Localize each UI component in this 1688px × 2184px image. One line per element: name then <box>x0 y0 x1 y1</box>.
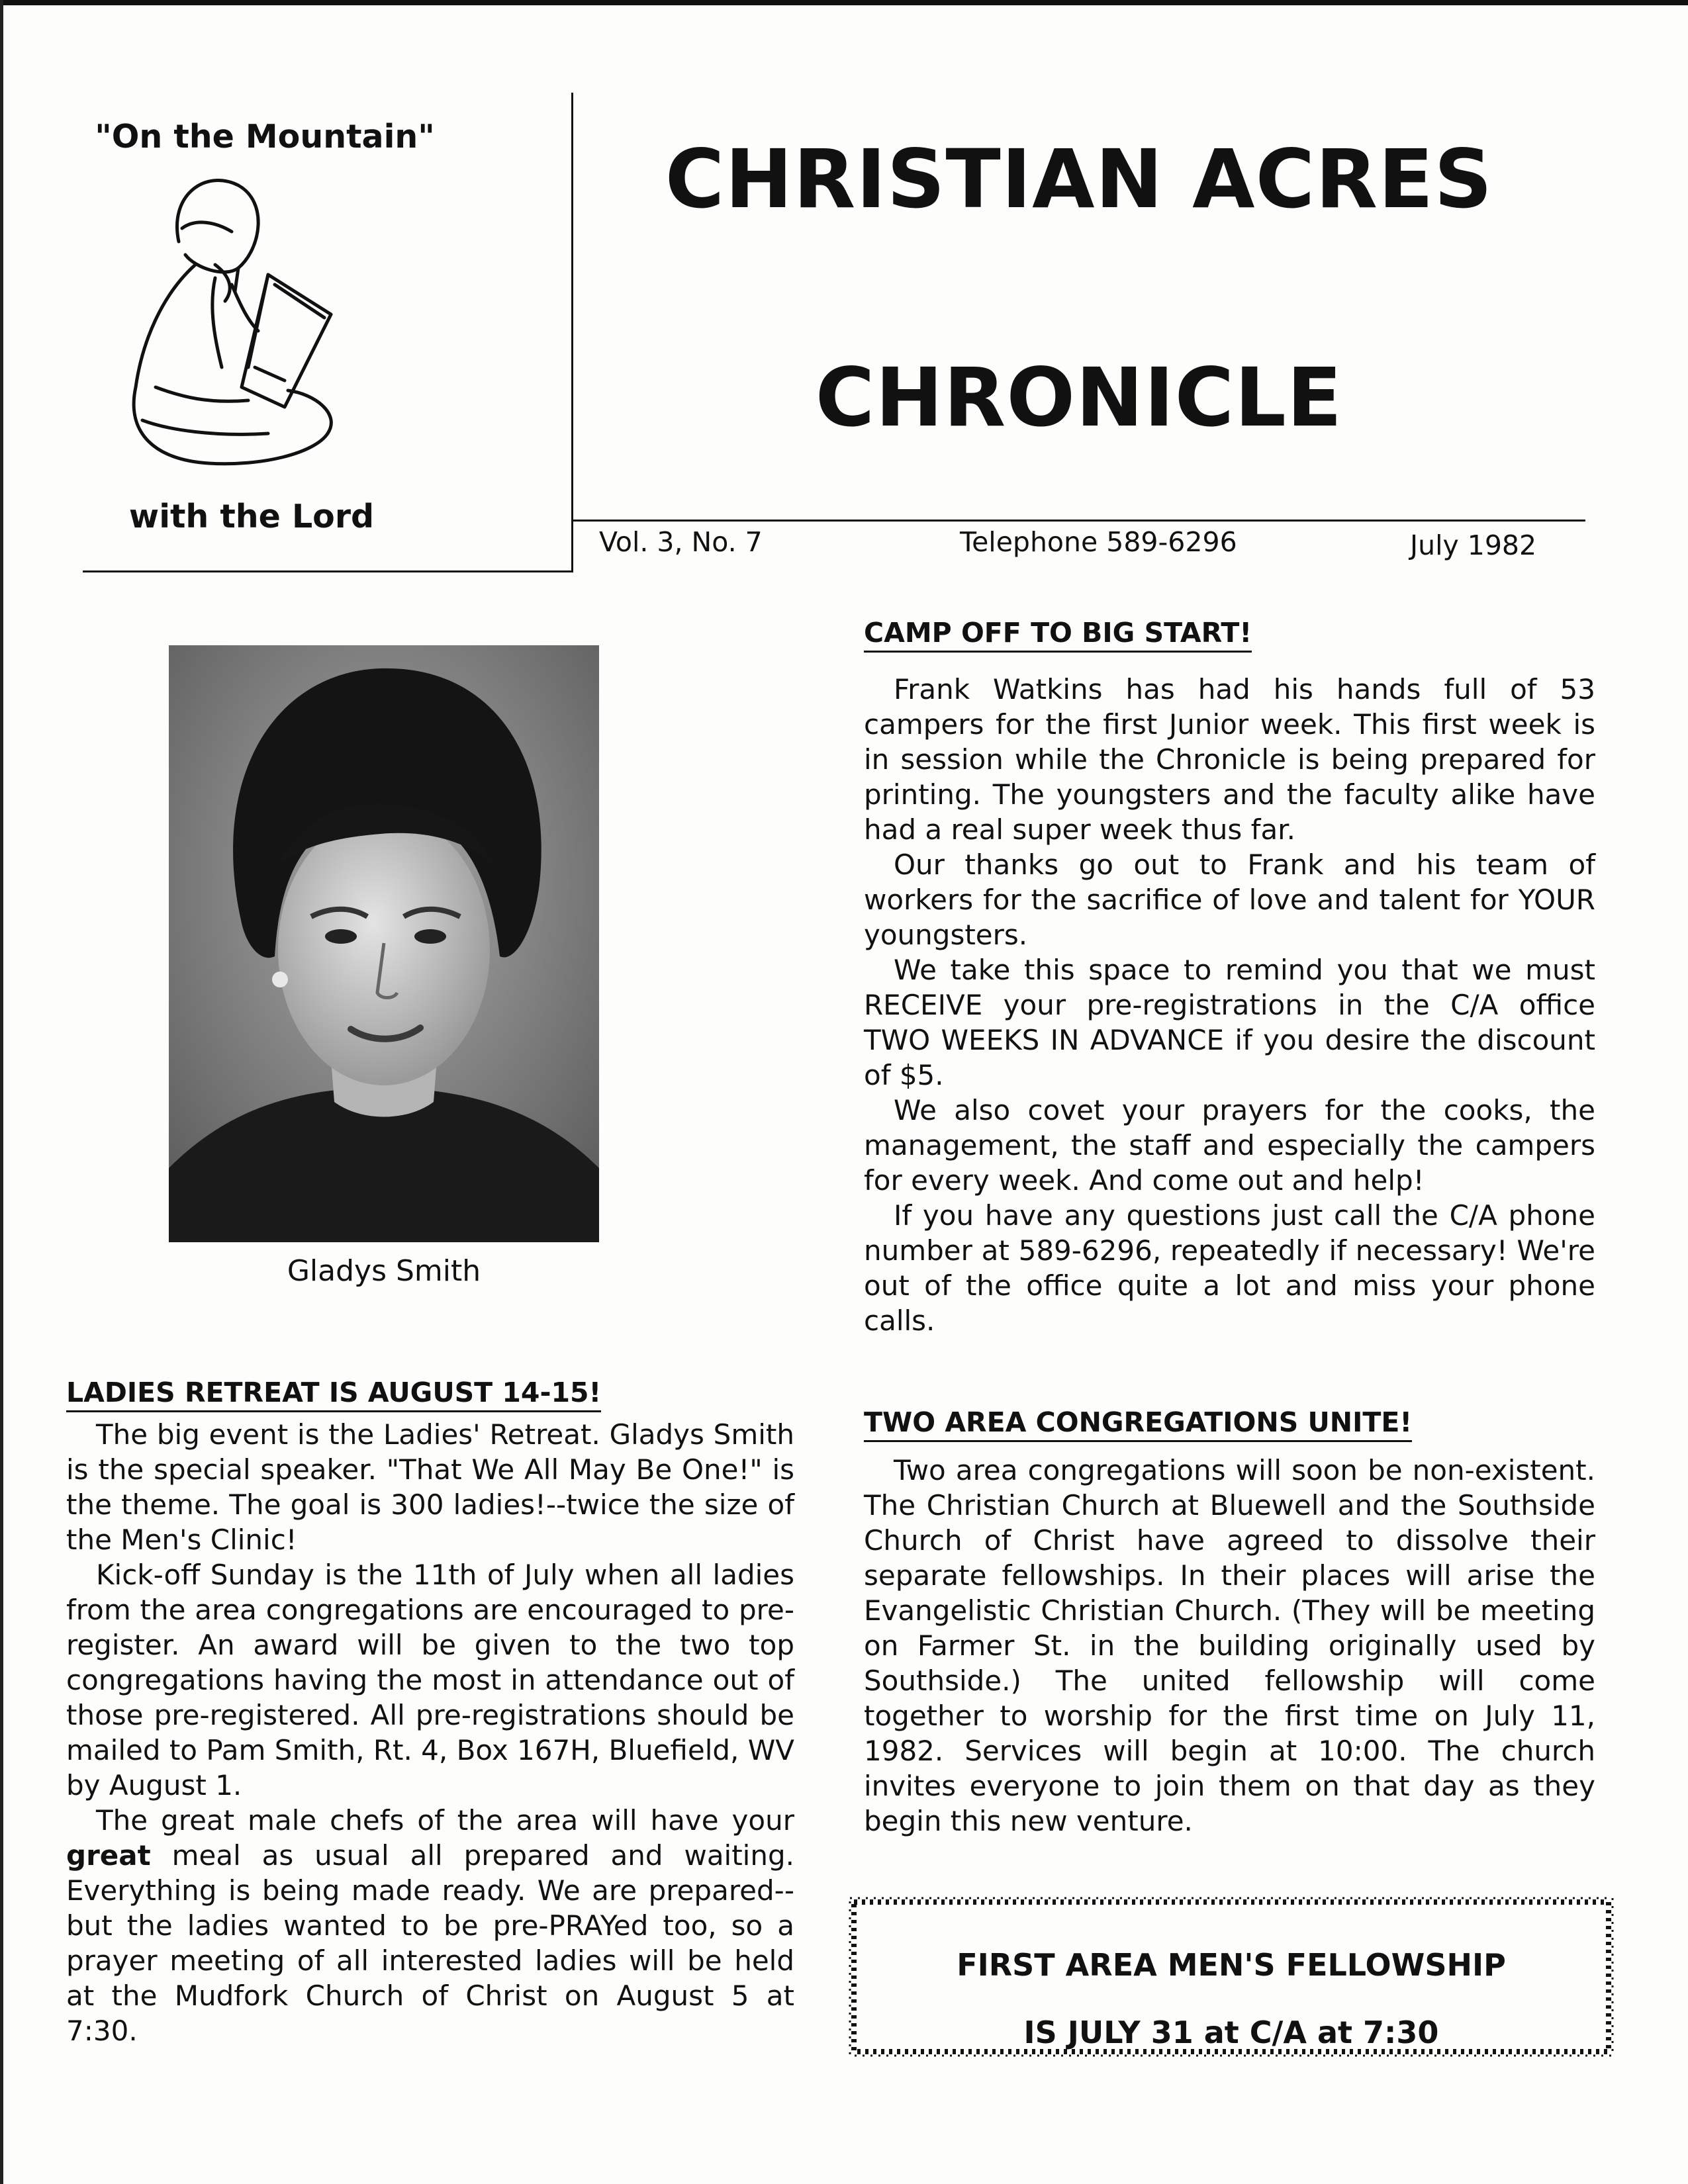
congregations-paragraph-1: Two area congregations will soon be non-existent. The Christian Church at Bluewell and the Southside Church of Christ have agreed to dissolve their separate fellowships. In their places will arise the Evangelistic Christian Church. (They will be meeting on Farmer St. in the building originally used by Southside.) The united fellowship will come together to worship for the first time on July 11, 1982. Services will begin at 10:00. The church invites everyone to join them on that day as they begin this new venture. <box>864 1454 1595 1837</box>
top-border <box>0 0 1688 5</box>
portrait-photo <box>169 645 599 1242</box>
photo-caption: Gladys Smith <box>287 1254 481 1288</box>
camp-article <box>864 672 1595 1338</box>
ladies-paragraph-3-end: meal as usual all prepared and waiting. Everything is being made ready. We are prepared--but the ladies wanted to be pre-PRAYed too, so a prayer meeting of all interested ladies will be held at the Mudfork Church of Christ on August 5 at 7:30. <box>66 1839 794 2047</box>
ladies-paragraph-2: Kick-off Sunday is the 11th of July when all ladies from the area congregations are encouraged to pre-register. An award will be given to the two top congregations having the most in attendance out of those pre-registered. All pre-registrations should be mailed to Pam Smith, Rt. 4, Box 167H, Bluefield, WV by August 1. <box>66 1559 794 1801</box>
camp-paragraph-4: We also covet your prayers for the cooks, the management, the staff and especially the campers for every week. And come out and help! <box>864 1094 1595 1197</box>
telephone: Telephone 589-6296 <box>960 526 1237 558</box>
announcement-box <box>847 1894 1615 2060</box>
masthead-divider <box>571 93 573 572</box>
emphasis-great: great <box>66 1839 151 1872</box>
ladies-retreat-article <box>66 1417 794 2048</box>
camp-paragraph-1: Frank Watkins has had his hands full of 53 campers for the first Junior week. This first week is in session while the Chronicle is being prepared for printing. The youngsters and the faculty alike have had a real super week thus far. <box>864 673 1595 846</box>
volume-number: Vol. 3, No. 7 <box>599 526 763 558</box>
ladies-paragraph-3 <box>66 1803 794 2048</box>
camp-paragraph-2: Our thanks go out to Frank and his team of workers for the sacrifice of love and talent for YOUR youngsters. <box>864 848 1595 951</box>
masthead-subtitle: CHRONICLE <box>815 351 1343 445</box>
issue-date: July 1982 <box>1410 529 1537 561</box>
ladies-retreat-headline <box>66 1377 794 1408</box>
masthead-rule-left <box>83 570 573 572</box>
camp-headline-text: CAMP OFF TO BIG START! <box>864 617 1252 653</box>
camp-paragraph-5: If you have any questions just call the C/A phone number at 589-6296, repeatedly if necessary! We're out of the office quite a lot and miss your phone calls. <box>864 1199 1595 1337</box>
motto-top: "On the Mountain" <box>95 118 435 156</box>
congregations-headline <box>864 1406 1427 1438</box>
ladies-paragraph-3-start: The great male chefs of the area will have your <box>96 1804 794 1837</box>
congregations-headline-text: TWO AREA CONGREGATIONS UNITE! <box>864 1406 1412 1442</box>
ladies-paragraph-1: The big event is the Ladies' Retreat. Gladys Smith is the special speaker. "That We All May Be One!" is the theme. The goal is 300 ladies!--twice the size of the Men's Clinic! <box>66 1418 794 1556</box>
announcement-line-2: IS JULY 31 at C/A at 7:30 <box>1023 2015 1439 2050</box>
camp-paragraph-3: We take this space to remind you that we must RECEIVE your pre-registrations in the C/A office TWO WEEKS IN ADVANCE if you desire the discount of $5. <box>864 954 1595 1091</box>
left-border <box>0 0 3 2184</box>
congregations-article <box>864 1453 1595 1839</box>
camp-headline <box>864 617 1595 649</box>
ladies-retreat-headline-text: LADIES RETREAT IS AUGUST 14-15! <box>66 1377 601 1412</box>
announcement-line-1: FIRST AREA MEN'S FELLOWSHIP <box>957 1947 1506 1983</box>
reading-child-logo <box>116 169 348 480</box>
masthead-rule-right <box>573 520 1585 522</box>
masthead-title: CHRISTIAN ACRES <box>665 132 1493 226</box>
motto-bottom: with the Lord <box>128 498 375 535</box>
